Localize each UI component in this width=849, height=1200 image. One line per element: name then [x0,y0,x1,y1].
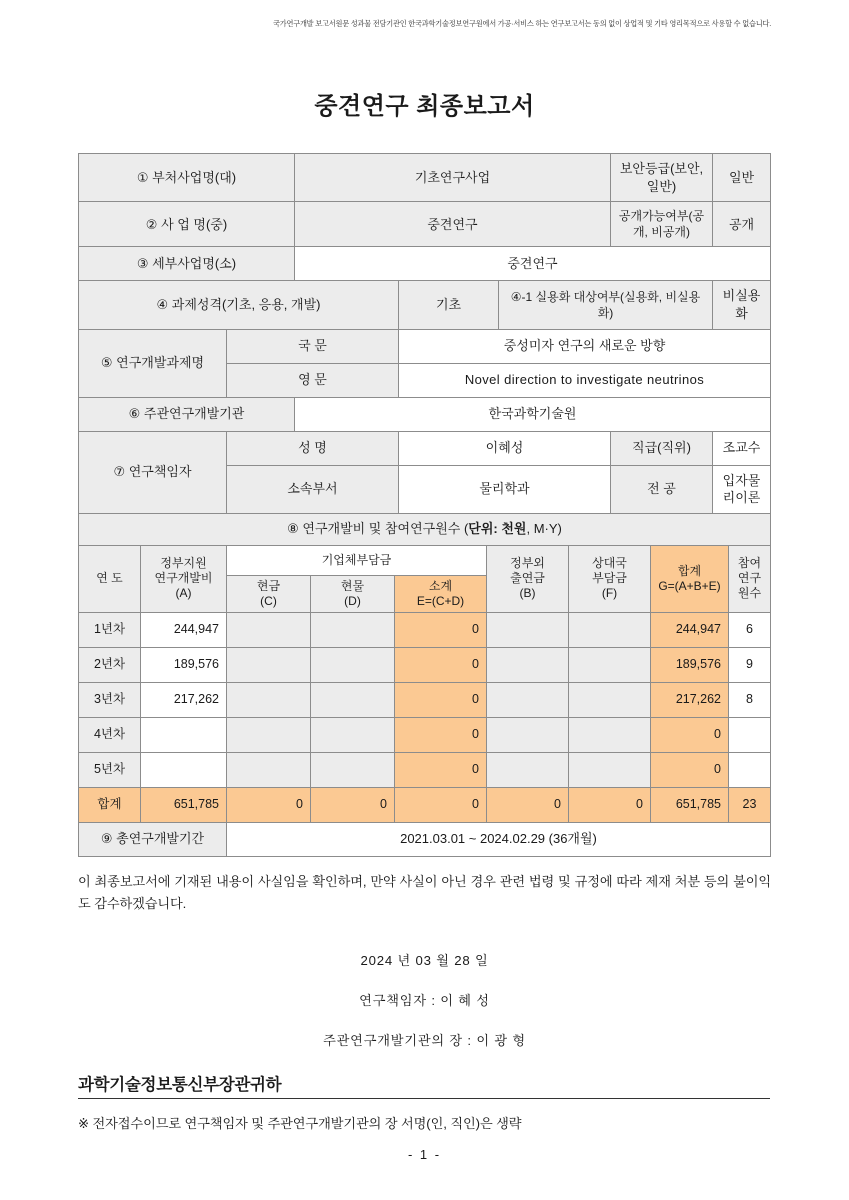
row-total: 0 [651,752,729,787]
host-institution-value: 한국과학기술원 [295,397,771,431]
cash-line2: (C) [260,593,277,608]
total-year: 합계 [79,787,141,822]
row-nongov [487,647,569,682]
row-partner [569,647,651,682]
table-row [79,202,771,247]
row-inkind [311,752,395,787]
row-cash [227,717,311,752]
row-nongov [487,612,569,647]
period-label: ⑨ 총연구개발기간 [79,822,227,856]
row-partner [569,682,651,717]
english-title-label: 영 문 [227,363,399,397]
table-row [79,431,771,465]
row-inkind [311,682,395,717]
budget-section-title [79,513,771,545]
nongov-line2: 출연금 [510,571,545,586]
row-year: 1년차 [79,612,141,647]
gov-fund-line2: 연구개발비 [154,571,213,586]
budget-body [79,612,771,822]
project-info-table [78,153,771,546]
row-cash [227,612,311,647]
total-grand: 651,785 [651,787,729,822]
table-row [79,154,771,202]
table-row [79,281,771,329]
project-nature-value: 기초 [399,281,499,329]
english-title-value: Novel direction to investigate neutrinos [399,363,771,397]
total-gov: 651,785 [141,787,227,822]
gov-fund-line3: (A) [175,586,192,601]
row-gov [141,752,227,787]
row-subtotal: 0 [395,717,487,752]
total-partner: 0 [569,787,651,822]
row-subtotal: 0 [395,752,487,787]
korean-title-value: 중성미자 연구의 새로운 방향 [399,329,771,363]
table-row [79,397,771,431]
table-row [79,682,771,717]
row-cash [227,682,311,717]
col-grand-total [651,545,729,612]
pi-rank-value: 조교수 [713,431,771,465]
col-partner-country [569,545,651,612]
col-inkind [311,575,395,612]
pi-major-label: 전 공 [611,465,713,513]
sub-program-label: ③ 세부사업명(소) [79,247,295,281]
signature-institution-head: 주관연구개발기관의 장 : 이 광 형 [323,1033,526,1049]
disclosure-value: 공개 [713,202,771,247]
total-inkind: 0 [311,787,395,822]
nongov-line3: (B) [519,586,536,601]
signature-pi: 연구책임자 : 이 혜 성 [359,993,490,1009]
inkind-line2: (D) [344,593,361,608]
pi-major-value: 입자물리이론 [713,465,771,513]
col-gov-fund [141,545,227,612]
row-year: 4년차 [79,717,141,752]
signature-block [78,950,771,1049]
total-nongov: 0 [487,787,569,822]
nongov-line1: 정부외 [510,556,545,571]
total-line1: 합계 [677,563,702,578]
pi-name-value: 이혜성 [399,431,611,465]
row-nongov [487,752,569,787]
pi-dept-label: 소속부서 [227,465,399,513]
col-company-contribution: 기업체부담금 [227,545,487,575]
row-partner [569,612,651,647]
researchers-line2: 연구원수 [737,571,762,601]
row-partner [569,752,651,787]
researchers-line1: 참여 [737,556,762,571]
budget-title-prefix: ⑧ 연구개발비 및 참여연구원수 ( [287,521,469,537]
table-row [79,717,771,752]
row-researchers: 8 [729,682,771,717]
security-grade-label: 보안등급(보안, 일반) [611,154,713,202]
partner-line3: (F) [601,586,618,601]
project-nature-label: ④ 과제성격(기초, 응용, 개발) [79,281,399,329]
budget-header-row-1 [79,545,771,575]
footnote-text: ※ 전자접수이므로 연구책임자 및 주관연구개발기관의 장 서명(인, 직인)은 생략 [78,1116,522,1132]
row-researchers: 6 [729,612,771,647]
row-subtotal: 0 [395,612,487,647]
inkind-line1: 현물 [340,578,365,593]
table-row [79,329,771,363]
program-name-label: ② 사 업 명(중) [79,202,295,247]
row-gov: 189,576 [141,647,227,682]
host-institution-label: ⑥ 주관연구개발기관 [79,397,295,431]
commercialization-value: 비실용화 [713,281,771,329]
copyright-notice: 국가연구개발 보고서원문 성과물 전담기관인 한국과학기술정보연구원에서 가공·서비스 하는 연구보고서는 동의 없이 상업적 및 기타 영리목적으로 사용할 수 없습니다. [272,19,771,28]
row-nongov [487,682,569,717]
row-inkind [311,612,395,647]
pi-name-label: 성 명 [227,431,399,465]
row-gov [141,717,227,752]
row-researchers [729,752,771,787]
ministry-program-label: ① 부처사업명(대) [79,154,295,202]
table-row [79,612,771,647]
partner-line2: 부담금 [592,571,627,586]
table-row [79,822,771,856]
subtotal-line2: E=(C+D) [416,593,465,608]
table-row [79,752,771,787]
security-grade-value: 일반 [713,154,771,202]
row-subtotal: 0 [395,647,487,682]
row-total: 217,262 [651,682,729,717]
pi-dept-value: 물리학과 [399,465,611,513]
minister-addressee [78,1071,770,1099]
col-researchers [729,545,771,612]
total-line2: G=(A+B+E) [658,578,721,593]
row-total: 244,947 [651,612,729,647]
col-subtotal [395,575,487,612]
col-cash [227,575,311,612]
total-researchers: 23 [729,787,771,822]
row-inkind [311,717,395,752]
declaration-text: 이 최종보고서에 기재된 내용이 사실임을 확인하며, 만약 사실이 아닌 경우 관련 법령 및 규정에 따라 제재 처분 등의 불이익도 감수하겠습니다. [78,873,771,912]
project-title-label: ⑤ 연구개발과제명 [79,329,227,397]
partner-line1: 상대국 [592,556,627,571]
page-title: 중견연구 최종보고서 [314,93,535,120]
page-number: - 1 - [407,1147,442,1162]
row-inkind [311,647,395,682]
table-row [79,247,771,281]
row-total: 0 [651,717,729,752]
row-nongov [487,717,569,752]
total-cash: 0 [227,787,311,822]
pi-rank-label: 직급(직위) [611,431,713,465]
period-value: 2021.03.01 ~ 2024.02.29 (36개월) [227,822,771,856]
subtotal-line1: 소계 [428,578,453,593]
gov-fund-line1: 정부지원 [160,556,207,571]
col-year: 연 도 [79,545,141,612]
row-year: 3년차 [79,682,141,717]
period-table [78,822,771,857]
budget-title-unit: 단위: 천원 [468,521,527,537]
row-subtotal: 0 [395,682,487,717]
row-researchers [729,717,771,752]
pi-label: ⑦ 연구책임자 [79,431,227,513]
row-year: 2년차 [79,647,141,682]
minister-title: 과학기술정보통신부장관 [78,1076,251,1095]
signature-date: 2024 년 03 월 28 일 [360,953,489,969]
sub-program-value: 중견연구 [295,247,771,281]
row-partner [569,717,651,752]
row-gov: 244,947 [141,612,227,647]
cash-line1: 현금 [256,578,281,593]
table-row [79,647,771,682]
total-subtotal: 0 [395,787,487,822]
row-year: 5년차 [79,752,141,787]
commercialization-label: ④-1 실용화 대상여부(실용화, 비실용화) [499,281,713,329]
row-cash [227,647,311,682]
minister-honorific: 귀하 [250,1076,282,1095]
table-row [79,513,771,545]
row-gov: 217,262 [141,682,227,717]
row-total: 189,576 [651,647,729,682]
row-cash [227,752,311,787]
budget-title-suffix: , M·Y) [526,521,562,537]
col-nongov-fund [487,545,569,612]
program-name-value: 중견연구 [295,202,611,247]
budget-total-row [79,787,771,822]
row-researchers: 9 [729,647,771,682]
budget-table [78,545,771,823]
disclosure-label: 공개가능여부(공개, 비공개) [611,202,713,247]
ministry-program-value: 기초연구사업 [295,154,611,202]
korean-title-label: 국 문 [227,329,399,363]
